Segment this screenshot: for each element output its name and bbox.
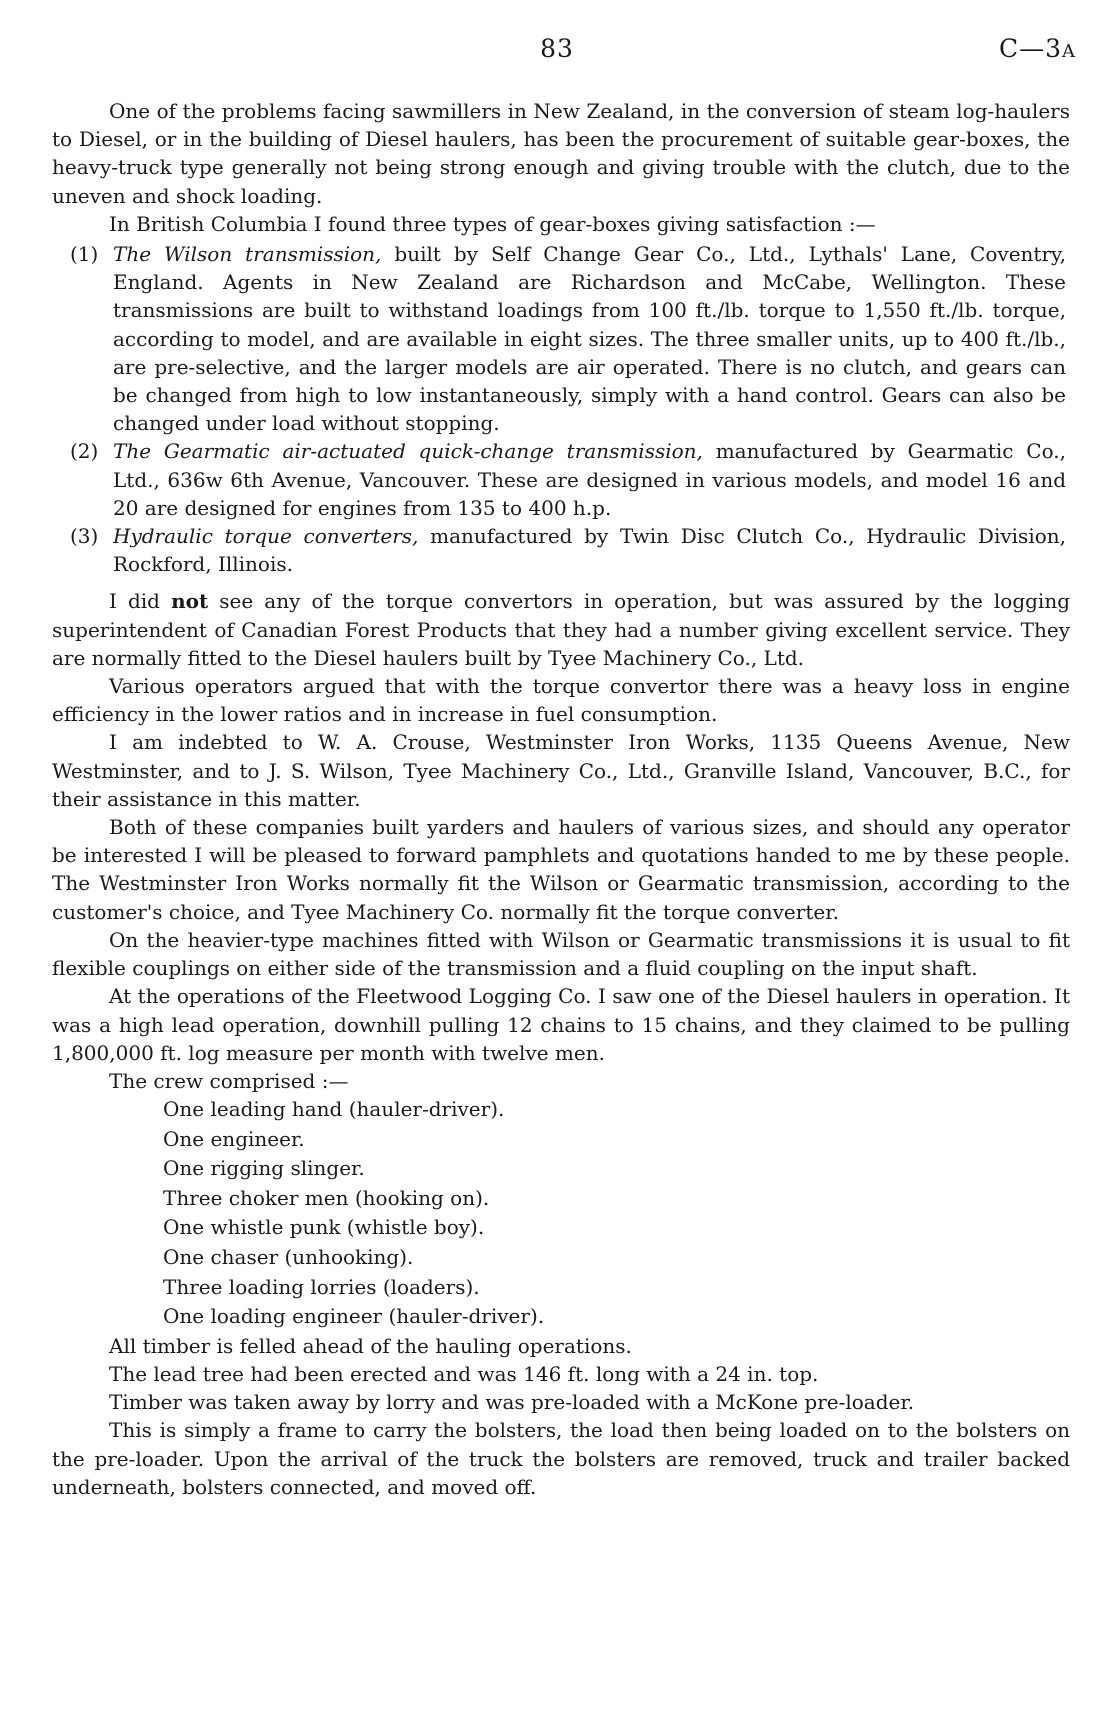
paragraph-torque-convertors bbox=[52, 587, 1070, 672]
paragraph-gearbox-problem: One of the problems facing sawmillers in New Zealand, in the conversion of steam log-haulers to Diesel, or in the building of Diesel haulers, has been the procurement of suitable gear-boxes, the heavy-truck type generally not being strong enough and giving trouble with the clutch, due to the uneven and shock loading. bbox=[52, 99, 1070, 208]
emphasis-not: not bbox=[171, 589, 209, 614]
paragraph-preloader: Timber was taken away by lorry and was pre-loaded with a McKone pre-loader. bbox=[109, 1390, 915, 1415]
crew-item: One loading engineer (hauler-driver). bbox=[163, 1304, 545, 1329]
paragraph-crew-intro: The crew comprised :— bbox=[109, 1068, 349, 1093]
paragraph-timber-felled: All timber is felled ahead of the hauling operations. bbox=[109, 1333, 632, 1358]
list-item-text bbox=[103, 240, 1070, 437]
crew-item: One leading hand (hauler-driver). bbox=[163, 1097, 505, 1122]
paragraph-companies: Both of these companies built yarders and haulers of various sizes, and should any operator be interested I will be pleased to forward pamphlets and quotations handed to me by these people. The Westminster Iron Works normally fit the Wilson or Gearmatic transmission, according to the customer's choice, and Tyee Machinery Co. normally fit the torque converter. bbox=[52, 815, 1070, 924]
gearbox-item-gearmatic bbox=[52, 437, 1070, 522]
list-item-text bbox=[103, 437, 1070, 522]
crew-item: One engineer. bbox=[163, 1126, 305, 1151]
paragraph-lead-tree: The lead tree had been erected and was 146 ft. long with a 24 in. top. bbox=[109, 1362, 819, 1387]
spacer bbox=[52, 579, 1070, 587]
crew-item: One chaser (unhooking). bbox=[163, 1245, 414, 1270]
list-number: (2) bbox=[70, 439, 99, 464]
list-item-description: built by Self Change Gear Co., Ltd., Lythals' Lane, Coventry, England. Agents in New Zealand are Richardson and McCabe, Wellington. These transmissions are built to withstand loadings from 100 ft./lb. torque to 1,550 ft./lb. torque, according to model, and are available in eight sizes. The three smaller units, up to 400 ft./lb., are pre-selective, and the larger models are air operated. There is no clutch, and gears can be changed from high to low instantaneously, simply with a hand control. Gears can also be changed under load without stopping. bbox=[113, 242, 1067, 436]
paragraph-couplings: On the heavier-type machines fitted with Wilson or Gearmatic transmissions it is usual to fit flexible couplings on either side of the transmission and a fluid coupling on the input shaft. bbox=[52, 927, 1070, 981]
list-item-title: The Wilson transmission, bbox=[113, 242, 382, 267]
list-number: (3) bbox=[70, 524, 99, 549]
gearbox-list bbox=[52, 240, 1070, 578]
list-item-description: manufactured by Twin Disc Clutch Co., Hydraulic Division, Rockford, Illinois. bbox=[113, 524, 1066, 577]
list-item-title: Hydraulic torque converters, bbox=[113, 524, 419, 549]
paragraph-acknowledgement: I am indebted to W. A. Crouse, Westminster Iron Works, 1135 Queens Avenue, New Westminster, and to J. S. Wilson, Tyee Machinery Co., Ltd., Granville Island, Vancouver, B.C., for their assistance in this matter. bbox=[52, 730, 1070, 811]
paragraph-british-columbia: In British Columbia I found three types of gear-boxes giving satisfaction :— bbox=[109, 211, 876, 236]
paragraph-text-start: I did bbox=[109, 589, 160, 614]
gearbox-item-hydraulic bbox=[52, 522, 1070, 578]
crew-list bbox=[163, 1095, 1070, 1332]
gearbox-item-wilson bbox=[52, 240, 1070, 437]
document-code-suffix: A bbox=[1062, 41, 1076, 62]
list-item-title: The Gearmatic air-actuated quick-change transmission, bbox=[113, 439, 703, 464]
paragraph-text-rest: see any of the torque convertors in operation, but was assured by the logging superintendent of Canadian Forest Products that they had a number giving excellent service. They are normally fitted to the Diesel haulers built by Tyee Machinery Co., Ltd. bbox=[52, 589, 1071, 670]
crew-item: One rigging slinger. bbox=[163, 1156, 365, 1181]
crew-item: One whistle punk (whistle boy). bbox=[163, 1215, 485, 1240]
crew-item: Three loading lorries (loaders). bbox=[163, 1274, 480, 1299]
crew-item: Three choker men (hooking on). bbox=[163, 1185, 490, 1210]
document-code bbox=[999, 34, 1076, 63]
document-body bbox=[52, 97, 1070, 1501]
document-code-main: C—3 bbox=[998, 34, 1062, 63]
paragraph-bolsters: This is simply a frame to carry the bolsters, the load then being loaded on to the bolsters on the pre-loader. Upon the arrival of the truck the bolsters are removed, truck and trailer backed underneath, bolsters connected, and moved off. bbox=[52, 1418, 1070, 1499]
page-number: 83 bbox=[540, 34, 574, 63]
paragraph-fleetwood: At the operations of the Fleetwood Logging Co. I saw one of the Diesel haulers in operation. It was a high lead operation, downhill pulling 12 chains to 15 chains, and they claimed to be pulling 1,800,000 ft. log measure per month with twelve men. bbox=[52, 984, 1070, 1065]
paragraph-efficiency-loss: Various operators argued that with the torque convertor there was a heavy loss in engine efficiency in the lower ratios and in increase in fuel consumption. bbox=[52, 674, 1070, 727]
list-item-description: manufactured by Gearmatic Co., Ltd., 636w 6th Avenue, Vancouver. These are designed in various models, and model 16 and 20 are designed for engines from 135 to 400 h.p. bbox=[113, 439, 1067, 520]
list-item-text bbox=[103, 522, 1070, 578]
list-number: (1) bbox=[70, 242, 99, 267]
